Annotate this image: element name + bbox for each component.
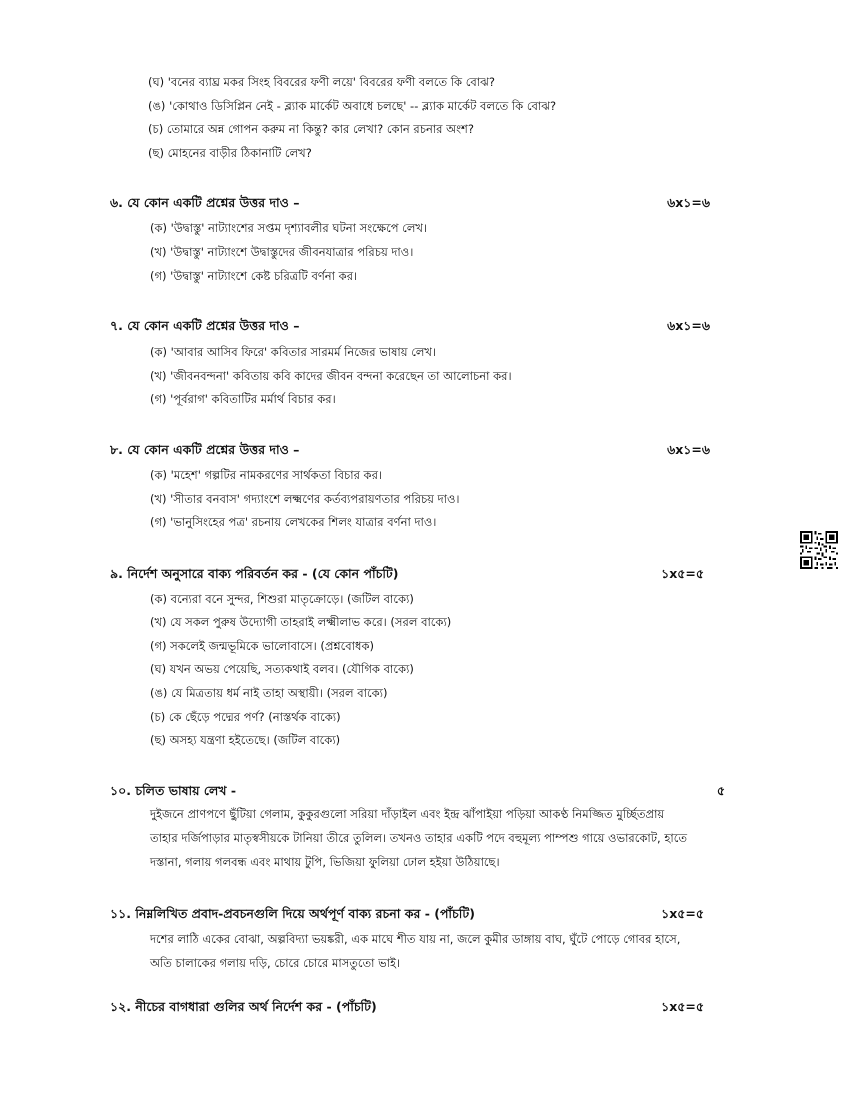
passage-line: দস্তানা, গলায় গলবন্ধ এবং মাথায় টুপি, ভিজিয়া ফুলিয়া ঢোল হইয়া উঠিয়াছে। (150, 855, 500, 869)
question-item: (গ) 'উদ্বাস্তু' নাট্যাংশে কেষ্ট চরিত্রটি বর্ণনা কর। (150, 269, 358, 283)
question-marks: ৬x১=৬ (667, 318, 710, 333)
question-title: ৭. যে কোন একটি প্রশ্নের উত্তর দাও – (110, 318, 300, 333)
proverb-line: দশের লাঠি একের বোঝা, অল্পবিদ্যা ভয়ঙ্করী, এক মাঘে শীত যায় না, জলে কুমীর ডাঙ্গায় বাঘ, ঘুঁটে পোড়ে গোবর হাসে, (150, 932, 681, 946)
question-item: (ক) 'মহেশ' গল্পটির নামকরণের সার্থকতা বিচার কর। (150, 468, 383, 482)
question-item: (ঘ) যখন অভয় পেয়েছি, সত্যকথাই বলব। (যৌগিক বাক্যে) (150, 662, 414, 676)
question-item: (গ) 'ভানুসিংহের পত্র' রচনায় লেখকের শিলং যাত্রার বর্ণনা দাও। (150, 515, 437, 529)
question-7-heading (110, 318, 710, 336)
question-marks: ১x৫=৫ (661, 906, 704, 921)
question-6-heading (110, 195, 710, 213)
qr-code-icon (800, 531, 838, 569)
question-item: (ক) 'উদ্বাস্তু' নাট্যাংশের সপ্তম দৃশ্যাবলীর ঘটনা সংক্ষেপে লেখ। (150, 221, 428, 235)
passage-line: দুইজনে প্রাণপণে ছুঁটিয়া গেলাম, কুকুরগুলো সরিয়া দাঁড়াইল এবং ইন্দ্র ঝাঁপাইয়া পড়িয়া আকণ্ঠ নিমজ্জিত মুর্চ্ছিতপ্রায় (150, 807, 665, 821)
question-item: (ক) 'আবার আসিব ফিরে' কবিতার সারমর্ম নিজের ভাষায় লেখ। (150, 345, 437, 359)
question-marks: ৬x১=৬ (667, 442, 710, 457)
question-item: (খ) যে সকল পুরুষ উদ্যোগী তাহরাই লক্ষ্মীলাভ করে। (সরল বাক্যে) (150, 615, 452, 629)
prev-item: (ছ) মোহনের বাড়ীর ঠিকানাটি লেখ? (148, 146, 312, 160)
question-11-heading (110, 906, 710, 924)
prev-item: (ঘ) 'বনের ব্যাঘ্র মকর সিংহ বিবরের ফণী লয়ে' বিবরের ফণী বলতে কি বোঝ? (148, 75, 495, 89)
question-12-heading (110, 999, 710, 1017)
question-title: ১১. নিম্নলিখিত প্রবাদ-প্রবচনগুলি দিয়ে অর্থপূর্ণ বাক্য রচনা কর - (পাঁচটি) (110, 906, 475, 921)
question-item: (চ) কে ছেঁড়ে পদ্মের পর্ণ? (নাস্তর্থক বাক্যে) (150, 710, 341, 724)
question-item: (গ) সকলেই জন্মভূমিকে ভালোবাসে। (প্রশ্নবোধক) (150, 639, 374, 653)
question-8-heading (110, 442, 710, 460)
question-item: (গ) 'পূর্বরাগ' কবিতাটির মর্মার্থ বিচার কর। (150, 392, 336, 406)
question-marks: ৬x১=৬ (667, 195, 710, 210)
prev-item: (চ) তোমারে অন্ন গোপন করুম না কিন্তু? কার লেখা? কোন রচনার অংশ? (148, 122, 474, 136)
proverb-line: অতি চালাকের গলায় দড়ি, চোরে চোরে মাসতুতো ভাই। (150, 956, 401, 970)
question-item: (খ) 'সীতার বনবাস' গদ্যাংশে লক্ষ্মণের কর্তব্যপরায়ণতার পরিচয় দাও। (150, 492, 460, 506)
prev-item: (ঙ) 'কোথাও ডিসিপ্লিন নেই - ব্ল্যাক মার্কেট অবাধে চলছে' -- ব্ল্যাক মার্কেট বলতে কি বোঝ? (148, 99, 557, 113)
question-marks: ৫ (716, 783, 725, 798)
passage-line: তাহার দর্জিপাড়ার মাতৃস্বসীয়কে টানিয়া তীরে তুলিল। তখনও তাহার একটি পদে বহুমূল্য পাম্পশু গায়ে ওভারকোট, হাতে (150, 831, 687, 845)
question-title: ৮. যে কোন একটি প্রশ্নের উত্তর দাও – (110, 442, 300, 457)
question-10-heading (110, 783, 725, 801)
question-title: ১২. নীচের বাগধারা গুলির অর্থ নির্দেশ কর - (পাঁচটি) (110, 999, 377, 1014)
question-title: ১০. চলিত ভাষায় লেখ - (110, 783, 237, 798)
question-item: (খ) 'উদ্বাস্তু' নাট্যাংশে উদ্বাস্তুদের জীবনযাত্রার পরিচয় দাও। (150, 245, 414, 259)
question-item: (ক) বন্যেরা বনে সুন্দর, শিশুরা মাতৃক্রোড়ে। (জটিল বাক্যে) (150, 592, 414, 606)
question-item: (ছ) অসহ্য যন্ত্রণা হইতেছে। (জটিল বাক্যে) (150, 733, 341, 747)
question-title: ৬. যে কোন একটি প্রশ্নের উত্তর দাও – (110, 195, 300, 210)
question-item: (ঙ) যে মিত্রতায় ধর্ম নাই তাহা অস্থায়ী। (সরল বাক্যে) (150, 686, 388, 700)
question-9-heading (110, 566, 710, 584)
question-marks: ১x৫=৫ (661, 566, 704, 581)
question-marks: ১x৫=৫ (661, 999, 704, 1014)
question-title: ৯. নির্দেশ অনুসারে বাক্য পরিবর্তন কর - (যে কোন পাঁচটি) (110, 566, 399, 581)
question-item: (খ) 'জীবনবন্দনা' কবিতায় কবি কাদের জীবন বন্দনা করেছেন তা আলোচনা কর। (150, 369, 512, 383)
